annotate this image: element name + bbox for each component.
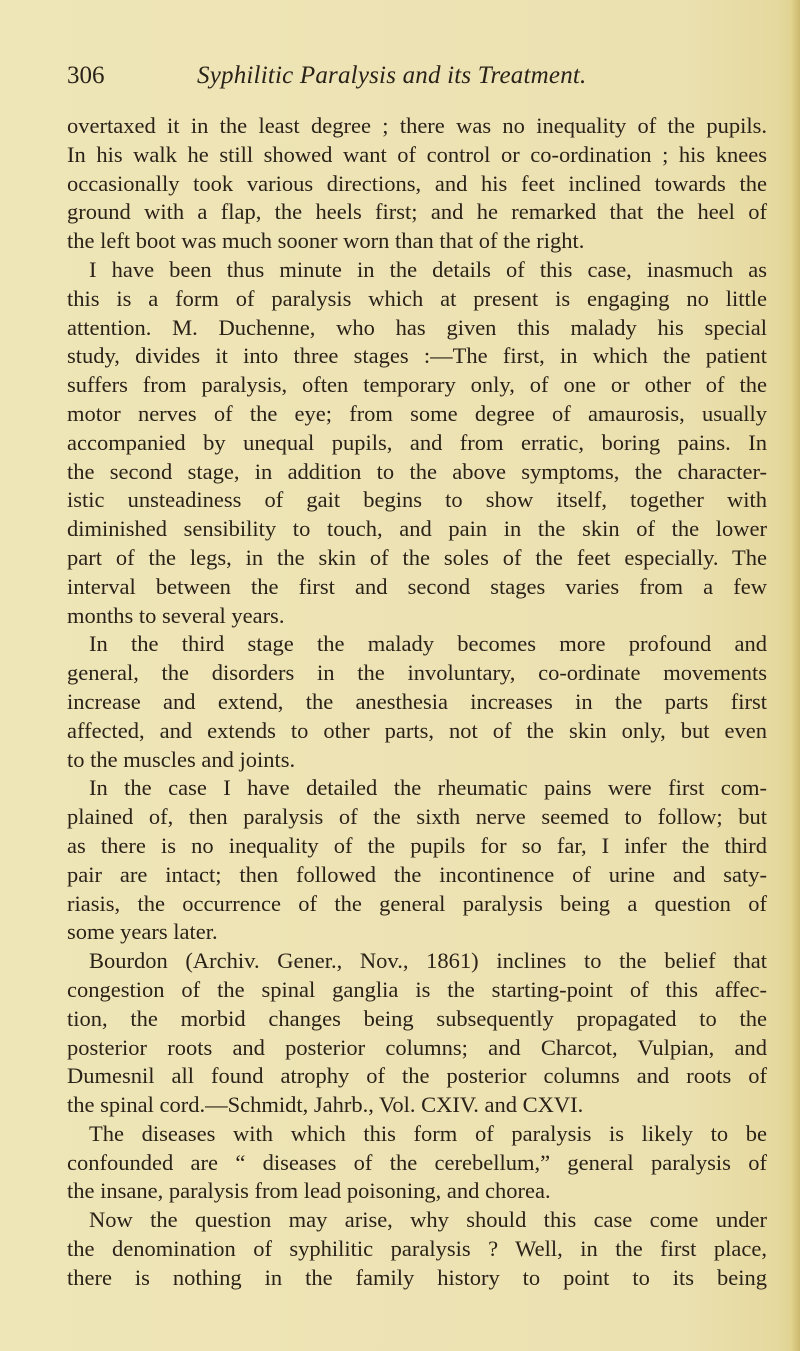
text-line: Dumesnil all found atrophy of the posterior columns and roots of	[67, 1063, 767, 1089]
text-line: the second stage, in addition to the above symptoms, the character-	[67, 458, 767, 484]
text-line: motor nerves of the eye; from some degree of amaurosis, usually	[67, 400, 767, 426]
text-line: The diseases with which this form of paralysis is likely to be	[89, 1120, 767, 1146]
running-title: Syphilitic Paralysis and its Treatment.	[197, 62, 587, 89]
text-line: occasionally took various directions, and his feet inclined towards the	[67, 170, 767, 196]
text-line: the insane, paralysis from lead poisoning, and chorea.	[67, 1178, 551, 1204]
page-number: 306	[67, 62, 105, 89]
page-edge	[790, 0, 800, 1351]
text-line: part of the legs, in the skin of the soles of the feet especially. The	[67, 544, 767, 570]
text-line: plained of, then paralysis of the sixth nerve seemed to follow; but	[67, 804, 767, 830]
text-line: In his walk he still showed want of control or co-ordination ; his knees	[67, 141, 767, 167]
running-header	[67, 62, 747, 96]
text-line: congestion of the spinal ganglia is the starting-point of this affec-	[67, 976, 767, 1002]
text-line: Now the question may arise, why should this case come under	[89, 1207, 767, 1233]
text-line: interval between the first and second stages varies from a few	[67, 573, 767, 599]
text-line: attention. M. Duchenne, who has given this malady his special	[67, 314, 767, 340]
text-line: overtaxed it in the least degree ; there was no inequality of the pupils.	[67, 113, 767, 138]
text-line: some years later.	[67, 919, 218, 945]
text-line: this is a form of paralysis which at present is engaging no little	[67, 285, 767, 311]
text-line: suffers from paralysis, often temporary only, of one or other of the	[67, 372, 767, 398]
text-line: pair are intact; then followed the incontinence of urine and saty-	[67, 861, 767, 887]
text-line: increase and extend, the anesthesia increases in the parts first	[67, 688, 767, 714]
text-line: I have been thus minute in the details of this case, inasmuch as	[89, 256, 767, 282]
text-line: the left boot was much sooner worn than that of the right.	[67, 228, 585, 254]
text-line: Bourdon (Archiv. Gener., Nov., 1861) inclines to the belief that	[89, 948, 767, 974]
text-line: riasis, the occurrence of the general paralysis being a question of	[67, 890, 767, 916]
text-line: there is nothing in the family history to point to its being	[67, 1264, 767, 1290]
text-line: confounded are “ diseases of the cerebellum,” general paralysis of	[67, 1149, 767, 1175]
text-line: accompanied by unequal pupils, and from erratic, boring pains. In	[67, 429, 767, 455]
text-line: In the third stage the malady becomes more profound and	[89, 631, 767, 657]
text-line: ground with a flap, the heels first; and he remarked that the heel of	[67, 199, 767, 225]
text-line: as there is no inequality of the pupils for so far, I infer the third	[67, 832, 767, 858]
text-line: tion, the morbid changes being subsequently propagated to the	[67, 1005, 767, 1031]
text-line: diminished sensibility to touch, and pain in the skin of the lower	[67, 516, 767, 542]
text-line: general, the disorders in the involuntary, co-ordinate movements	[67, 660, 767, 686]
text-line: affected, and extends to other parts, not of the skin only, but even	[67, 717, 767, 743]
text-line: months to several years.	[67, 602, 285, 628]
text-line: study, divides it into three stages :—The first, in which the patient	[67, 343, 767, 369]
text-line: posterior roots and posterior columns; and Charcot, Vulpian, and	[67, 1034, 767, 1060]
body-text	[67, 112, 767, 1293]
text-line: istic unsteadiness of gait begins to show itself, together with	[67, 487, 767, 513]
text-line: to the muscles and joints.	[67, 746, 296, 772]
text-line: the denomination of syphilitic paralysis ? Well, in the first place,	[67, 1236, 767, 1262]
text-line: the spinal cord.—Schmidt, Jahrb., Vol. CXIV. and CXVI.	[67, 1092, 584, 1118]
text-line: In the case I have detailed the rheumatic pains were first com-	[89, 775, 767, 801]
